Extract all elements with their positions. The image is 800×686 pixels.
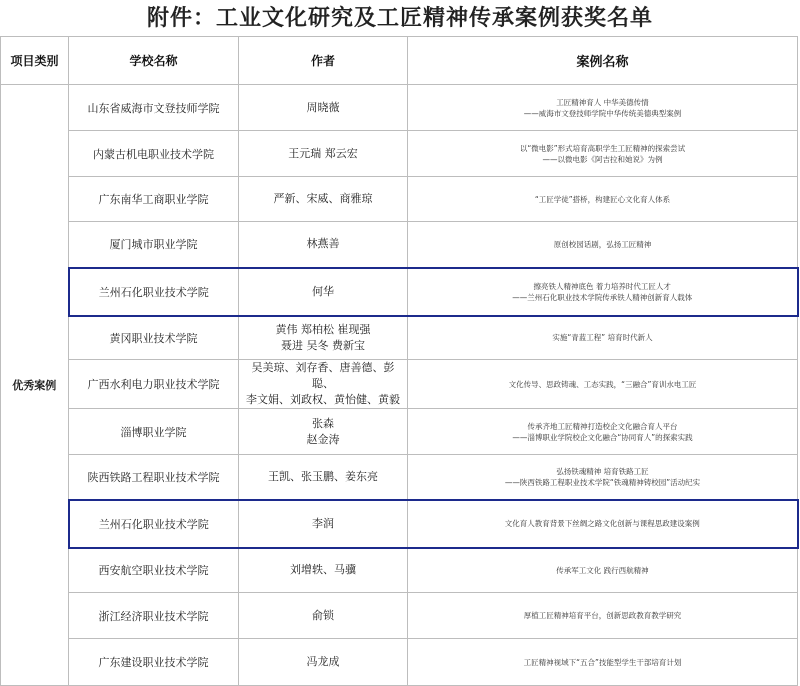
author-line: 严新、宋威、商雅琼: [273, 192, 373, 205]
table-body: [1, 85, 798, 686]
table-row: [1, 409, 798, 455]
case-line: 文化传导、思政铸魂、工态实践，“三融合”育训水电工匠: [508, 379, 697, 389]
author-cell: [239, 548, 408, 593]
case-line: 厚植工匠精神培育平台，创新思政教育教学研究: [523, 611, 682, 620]
case-line: 传承军工文化 践行西航精神: [556, 565, 649, 575]
case-cell: [408, 268, 798, 316]
case-cell: [408, 639, 798, 686]
school-cell: 黄冈职业技术学院: [69, 316, 239, 360]
case-cell: [408, 222, 798, 268]
author-line: 刘增轶、马骥: [290, 563, 356, 577]
author-line: 周晓薇: [306, 100, 340, 114]
school-cell: 兰州石化职业技术学院: [69, 500, 239, 548]
header-case: 案例名称: [408, 37, 798, 85]
school-cell: 淄博职业学院: [69, 409, 239, 455]
category-cell: 优秀案例: [1, 85, 69, 686]
school-cell: 兰州石化职业技术学院: [69, 268, 239, 316]
table-row: [1, 500, 798, 548]
table-row: [1, 316, 798, 360]
author-cell: [239, 639, 408, 686]
case-cell: [408, 593, 798, 639]
author-cell: [239, 409, 408, 455]
author-line: 冯龙成: [306, 655, 340, 668]
school-cell: 广东建设职业技术学院: [69, 639, 239, 686]
school-cell: 厦门城市职业学院: [69, 222, 239, 268]
author-cell: [239, 316, 408, 360]
author-cell: [239, 131, 408, 177]
awards-table: [0, 36, 799, 686]
case-line: 文化育人教育背景下丝绸之路文化创新与课程思政建设案例: [504, 519, 700, 528]
author-cell: [239, 360, 408, 409]
header-row: [1, 37, 798, 85]
author-line: 王元瑞 郑云宏: [288, 146, 358, 160]
case-line: ——威海市文登技师学院中华传统美德典型案例: [523, 108, 682, 118]
table-row: [1, 177, 798, 222]
table-row: [1, 548, 798, 593]
author-cell: [239, 268, 408, 316]
table-row: [1, 222, 798, 268]
case-line: 传承齐地工匠精神打造校企文化融合育人平台: [527, 421, 678, 431]
header-school: 学校名称: [69, 37, 239, 85]
case-cell: [408, 316, 798, 360]
author-cell: [239, 222, 408, 268]
case-line: 弘扬铁魂精神 培育铁路工匠: [556, 466, 649, 476]
school-cell: 内蒙古机电职业技术学院: [69, 131, 239, 177]
case-cell: [408, 455, 798, 500]
author-line: 王凯、张玉鹏、姜东亮: [268, 469, 378, 483]
header-category: 项目类别: [1, 37, 69, 85]
table-row: [1, 131, 798, 177]
case-cell: [408, 548, 798, 593]
author-cell: [239, 85, 408, 131]
author-cell: [239, 593, 408, 639]
table-row: [1, 639, 798, 686]
header-author: 作者: [239, 37, 408, 85]
case-line: 原创校园话剧，弘扬工匠精神: [553, 239, 652, 249]
case-cell: [408, 500, 798, 548]
case-cell: [408, 131, 798, 177]
table-row: [1, 593, 798, 639]
table-row: [1, 85, 798, 131]
case-line: 工匠精神育人 中华美德传情: [556, 97, 649, 107]
school-cell: 广西水利电力职业技术学院: [69, 360, 239, 409]
page-title: 附件：工业文化研究及工匠精神传承案例获奖名单: [146, 6, 653, 31]
author-cell: [239, 177, 408, 222]
table-row: [1, 360, 798, 409]
case-line: 实施“青蓝工程” 培育时代新人: [552, 333, 653, 343]
case-line: ——淄博职业学院校企文化融合“协同育人”的探索实践: [512, 432, 693, 442]
author-line: 李文娟、刘政权、黄怡健、黄毅: [246, 393, 400, 406]
author-cell: [239, 500, 408, 548]
school-cell: 浙江经济职业技术学院: [69, 593, 239, 639]
author-line: 黄伟 郑柏松 崔现强: [275, 322, 371, 336]
author-line: 李润: [312, 516, 334, 530]
school-cell: 西安航空职业技术学院: [69, 548, 239, 593]
case-line: 工匠精神视域下“五合”技能型学生干部培育计划: [523, 657, 682, 667]
case-line: 擦亮铁人精神底色 着力培养时代工匠人才: [533, 281, 671, 291]
case-cell: [408, 85, 798, 131]
author-line: 聂进 吴冬 费新宝: [281, 338, 365, 352]
case-cell: [408, 409, 798, 455]
case-line: “工匠学徒”搭桥，构建匠心文化育人体系: [534, 194, 671, 204]
author-line: 张森: [312, 416, 334, 430]
school-cell: 陕西铁路工程职业技术学院: [69, 455, 239, 500]
author-cell: [239, 455, 408, 500]
author-line: 林燕善: [306, 237, 340, 251]
table-row: [1, 268, 798, 316]
case-line: 以“微电影”形式培育高职学生工匠精神的探索尝试: [519, 143, 686, 153]
school-cell: 山东省威海市文登技师学院: [69, 85, 239, 131]
author-line: 赵金涛: [306, 432, 340, 446]
school-cell: 广东南华工商职业学院: [69, 177, 239, 222]
author-line: 吴美琼、刘存香、唐善德、彭聪、: [251, 361, 395, 390]
case-line: ——陕西铁路工程职业技术学院“铁魂精神铸校园”活动纪实: [504, 477, 701, 487]
table-row: [1, 455, 798, 500]
case-line: ——兰州石化职业技术学院传承铁人精神创新育人载体: [512, 292, 693, 302]
author-line: 俞锁: [312, 608, 334, 622]
author-line: 何华: [312, 284, 334, 298]
case-line: ——以微电影《阿吉拉和她说》为例: [542, 154, 663, 164]
case-cell: [408, 177, 798, 222]
case-cell: [408, 360, 798, 409]
